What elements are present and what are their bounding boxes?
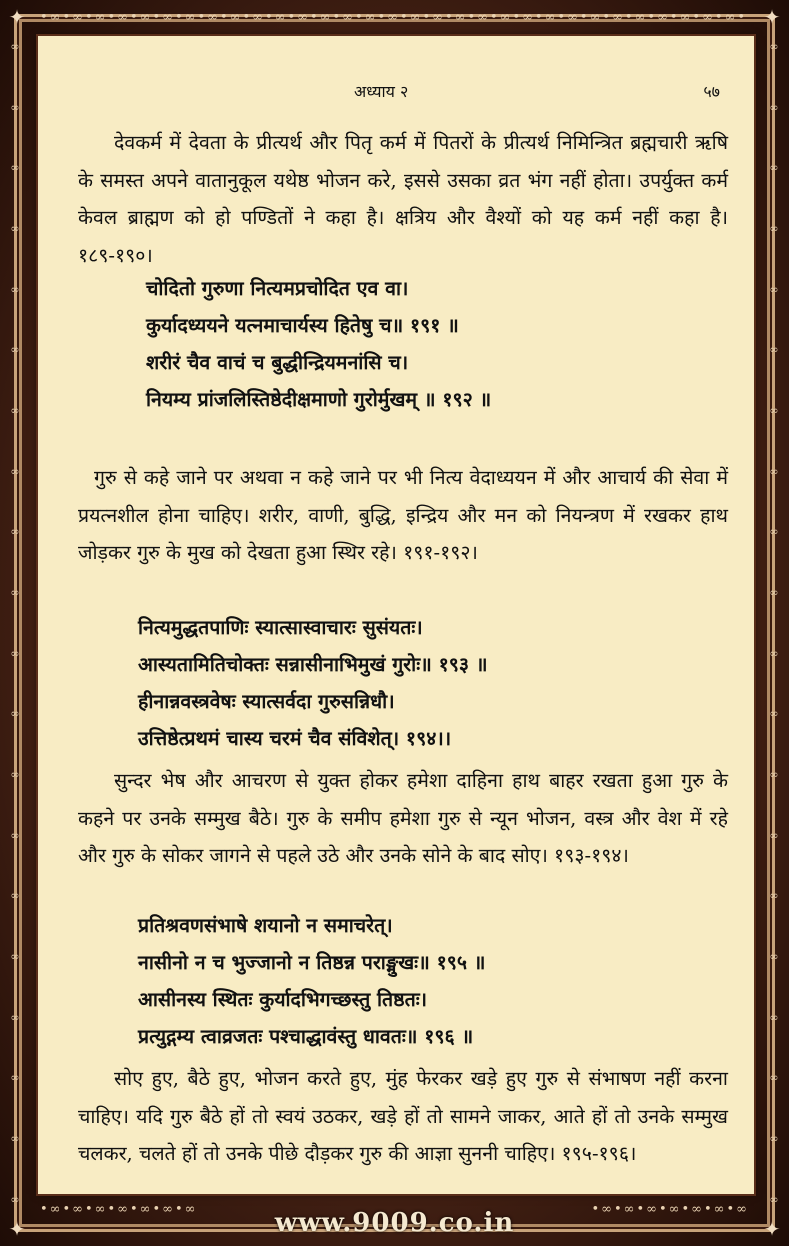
website-watermark: www.9009.co.in — [274, 1208, 515, 1238]
corner-ornament-icon: ✦ — [763, 1217, 781, 1241]
paragraph-195-196: सोए हुए, बैठे हुए, भोजन करते हुए, मुंह फेरकर खड़े हुए गुरु से संभाषण नहीं करना चाहिए। यदि गुरु बैठे हों तो स्वयं उठकर, खड़े हों तो सामने जाकर, आते हों तो उनके सम्मुख चलकर, चलते हों तो उनके पीछे दौड़कर गुरु की आज्ञा सुननी चाहिए। १९५-१९६। — [78, 1067, 728, 1165]
verse-block-195-196 — [138, 907, 485, 1055]
verse-block-193-194 — [138, 609, 488, 757]
verse-line: नियम्य प्रांजलिस्तिष्ठेदीक्षमाणो गुरोर्मुखम् ॥ १९२ ॥ — [146, 388, 492, 411]
paragraph-193-194: सुन्दर भेष और आचरण से युक्त होकर हमेशा दाहिना हाथ बाहर रखता हुआ गुरु के कहने पर उनके सम्मुख बैठे। गुरु के समीप हमेशा गुरु से न्यून भोजन, वस्त्र और वेश में रहे और गुरु के सोकर जागने से पहले उठे और उनके सोने के बाद सोए। १९३-१९४। — [78, 769, 728, 867]
book-page — [38, 36, 754, 1194]
bottom-ornament: •∞•∞•∞•∞•∞•∞•∞ •∞•∞•∞•∞•∞•∞•∞ — [40, 1201, 749, 1217]
verse-block-191-192 — [146, 270, 491, 418]
verse-line: आस्यतामितिचोक्तः सन्नासीनाभिमुखं गुरोः॥ १९३ ॥ — [138, 653, 488, 676]
corner-ornament-icon: ✦ — [763, 5, 781, 29]
left-ornament: ∞ ∞ ∞ ∞ ∞ ∞ ∞ ∞ ∞ ∞ ∞ ∞ ∞ ∞ ∞ ∞ ∞ ∞ ∞ ∞ — [10, 40, 20, 1206]
right-ornament: ∞ ∞ ∞ ∞ ∞ ∞ ∞ ∞ ∞ ∞ ∞ ∞ ∞ ∞ ∞ ∞ ∞ ∞ ∞ ∞ — [769, 40, 779, 1206]
chapter-title: अध्याय २ — [354, 82, 409, 101]
page-header — [38, 80, 754, 104]
corner-ornament-icon: ✦ — [8, 5, 26, 29]
corner-ornament-icon: ✦ — [8, 1217, 26, 1241]
verse-line: नित्यमुद्धतपाणिः स्यात्सास्वाचारः सुसंयतः। — [138, 616, 423, 639]
verse-line: शरीरं चैव वाचं च बुद्धीन्द्रियमनांसि च। — [146, 351, 409, 374]
page-number: ५७ — [703, 82, 720, 101]
verse-line: आसीनस्य स्थितः कुर्यादभिगच्छस्तु तिष्ठतः। — [138, 988, 428, 1011]
top-ornament: •∞•∞•∞•∞•∞•∞•∞•∞•∞•∞•∞•∞•∞•∞•∞•∞•∞•∞•∞•∞•∞•∞•∞•∞•∞•∞•∞•∞•∞•∞•∞• — [40, 9, 748, 25]
verse-line: नासीनो न च भुज्जानो न तिष्ठन्न पराङ्मुखः॥ १९५ ॥ — [138, 951, 486, 974]
verse-line: प्रत्युद्गम्य त्वाव्रजतः पश्चाद्धावंस्तु धावतः॥ १९६ ॥ — [138, 1025, 474, 1048]
verse-line: चोदितो गुरुणा नित्यमप्रचोदित एव वा। — [146, 277, 409, 300]
paragraph-191-192: गुरु से कहे जाने पर अथवा न कहे जाने पर भी नित्य वेदाध्ययन में और आचार्य की सेवा में प्रयत्नशील होना चाहिए। शरीर, वाणी, बुद्धि, इन्द्रिय और मन को नियन्त्रण में रखकर हाथ जोड़कर गुरु के मुख को देखता हुआ स्थिर रहे। १९१-१९२। — [78, 466, 728, 564]
verse-line: उत्तिष्ठेत्प्रथमं चास्य चरमं चैव संविशेत्। १९४।। — [138, 727, 452, 750]
verse-line: प्रतिश्रवणसंभाषे शयानो न समाचरेत्। — [138, 914, 393, 937]
paragraph-189-190: देवकर्म में देवता के प्रीत्यर्थ और पितृ कर्म में पितरों के प्रीत्यर्थ निमिन्त्रित ब्रह्मचारी ऋषि के समस्त अपने वातानुकूल यथेष्ठ भोजन करे, इससे उसका व्रत भंग नहीं होता। उपर्युक्त कर्म केवल ब्राह्मण को हो पण्डितों ने कहा है। क्षत्रिय और वैश्यों को यह कर्म नहीं कहा है। १८९-१९०। — [78, 131, 728, 267]
verse-line: कुर्यादध्ययने यत्नमाचार्यस्य हितेषु च॥ १९१ ॥ — [146, 314, 459, 337]
verse-line: हीनान्नवस्त्रवेषः स्यात्सर्वदा गुरुसन्निधौ। — [138, 690, 395, 713]
